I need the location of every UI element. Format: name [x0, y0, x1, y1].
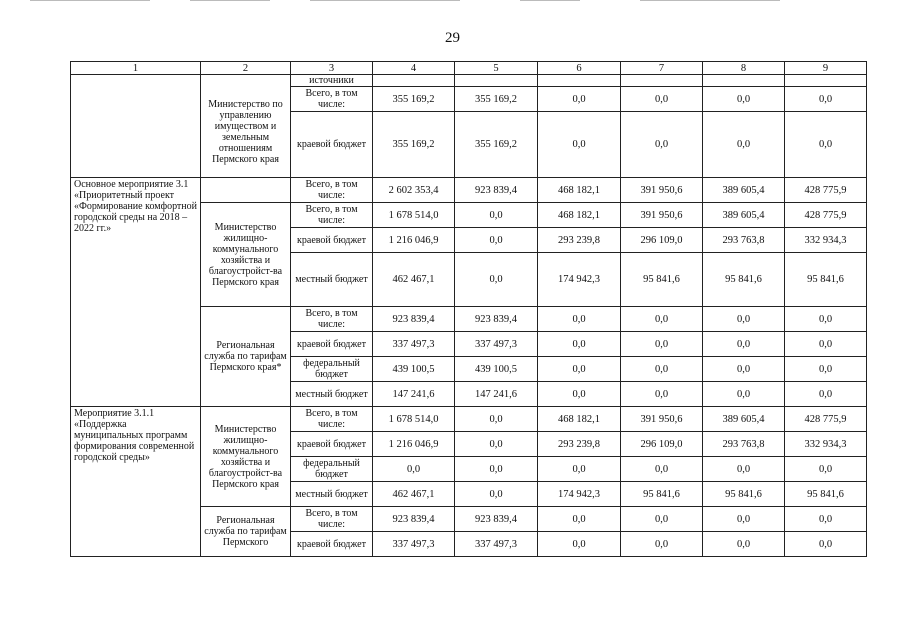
value-cell: 468 182,1 [538, 407, 621, 432]
column-number-row [71, 62, 867, 75]
value-cell: 923 839,4 [373, 507, 455, 532]
value-cell: 355 169,2 [455, 87, 538, 112]
value-cell: 0,0 [455, 457, 538, 482]
page-number: 29 [445, 30, 460, 46]
column-header: 4 [373, 62, 455, 75]
value-cell: 95 841,6 [703, 253, 785, 307]
value-cell: 389 605,4 [703, 203, 785, 228]
value-cell: 0,0 [703, 507, 785, 532]
value-cell: 174 942,3 [538, 253, 621, 307]
value-cell: 391 950,6 [621, 178, 703, 203]
value-cell: 439 100,5 [455, 357, 538, 382]
value-cell: 1 216 046,9 [373, 432, 455, 457]
value-cell: 0,0 [538, 357, 621, 382]
value-cell: 0,0 [538, 307, 621, 332]
source-cell: федеральный бюджет [291, 457, 373, 482]
value-cell: 0,0 [703, 382, 785, 407]
source-cell: краевой бюджет [291, 112, 373, 178]
value-cell: 428 775,9 [785, 407, 867, 432]
table-row [71, 178, 867, 203]
value-cell: 0,0 [538, 87, 621, 112]
value-cell: 923 839,4 [373, 307, 455, 332]
event-cell [71, 75, 201, 178]
value-cell: 0,0 [621, 507, 703, 532]
value-cell: 0,0 [785, 87, 867, 112]
value-cell: 293 239,8 [538, 432, 621, 457]
value-cell: 0,0 [538, 382, 621, 407]
value-cell: 1 678 514,0 [373, 203, 455, 228]
value-cell: 95 841,6 [621, 253, 703, 307]
table-row [71, 75, 867, 87]
value-cell: 0,0 [621, 332, 703, 357]
value-cell: 337 497,3 [373, 532, 455, 557]
value-cell: 95 841,6 [785, 253, 867, 307]
source-cell: краевой бюджет [291, 432, 373, 457]
value-cell: 95 841,6 [785, 482, 867, 507]
value-cell: 0,0 [703, 307, 785, 332]
value-cell: 0,0 [621, 382, 703, 407]
value-cell: 0,0 [785, 357, 867, 382]
value-cell: 462 467,1 [373, 253, 455, 307]
value-cell: 391 950,6 [621, 407, 703, 432]
value-cell: 0,0 [703, 357, 785, 382]
source-cell: краевой бюджет [291, 532, 373, 557]
executor-cell: Региональная служба по тарифам Пермского края* [201, 307, 291, 407]
value-cell: 0,0 [538, 532, 621, 557]
value-cell: 0,0 [455, 203, 538, 228]
column-header: 8 [703, 62, 785, 75]
executor-cell: Министерство по управлению имуществом и земельным отношениям Пермского края [201, 87, 291, 178]
value-cell: 293 239,8 [538, 228, 621, 253]
event-cell: Мероприятие 3.1.1 «Поддержка муниципальных программ формирования современной городской среды» [71, 407, 201, 557]
value-cell: 1 678 514,0 [373, 407, 455, 432]
value-cell: 428 775,9 [785, 203, 867, 228]
value-cell: 0,0 [455, 432, 538, 457]
value-cell: 0,0 [621, 357, 703, 382]
value-cell: 0,0 [785, 507, 867, 532]
source-cell: местный бюджет [291, 382, 373, 407]
value-cell: 332 934,3 [785, 432, 867, 457]
value-cell: 95 841,6 [621, 482, 703, 507]
value-cell: 0,0 [703, 112, 785, 178]
value-cell: 0,0 [785, 457, 867, 482]
value-cell: 0,0 [455, 482, 538, 507]
value-cell: 923 839,4 [455, 507, 538, 532]
value-cell: 0,0 [538, 457, 621, 482]
value-cell: 0,0 [785, 307, 867, 332]
value-cell: 0,0 [621, 87, 703, 112]
executor-cell: Региональная служба по тарифам Пермского [201, 507, 291, 557]
value-cell: 296 109,0 [621, 432, 703, 457]
value-cell: 0,0 [538, 332, 621, 357]
executor-cell: Министерство жилищно-коммунального хозяйства и благоустройст-ва Пермского края [201, 407, 291, 507]
source-cell: местный бюджет [291, 482, 373, 507]
source-cell: источники [291, 75, 373, 87]
executor-cell: Министерство жилищно-коммунального хозяйства и благоустройст-ва Пермского края [201, 203, 291, 307]
value-cell: 355 169,2 [455, 112, 538, 178]
value-cell: 2 602 353,4 [373, 178, 455, 203]
value-cell: 0,0 [621, 307, 703, 332]
value-cell: 0,0 [621, 532, 703, 557]
value-cell: 0,0 [703, 457, 785, 482]
value-cell: 923 839,4 [455, 178, 538, 203]
value-cell: 355 169,2 [373, 112, 455, 178]
source-cell: Всего, в том числе: [291, 307, 373, 332]
value-cell: 462 467,1 [373, 482, 455, 507]
value-cell: 147 241,6 [455, 382, 538, 407]
value-cell: 0,0 [455, 407, 538, 432]
value-cell: 923 839,4 [455, 307, 538, 332]
value-cell: 0,0 [785, 332, 867, 357]
source-cell: Всего, в том числе: [291, 407, 373, 432]
event-cell: Основное мероприятие 3.1 «Приоритетный проект «Формирование комфортной городской среды на 2018 – 2022 гг.» [71, 178, 201, 407]
value-cell: 0,0 [373, 457, 455, 482]
value-cell: 293 763,8 [703, 432, 785, 457]
value-cell: 95 841,6 [703, 482, 785, 507]
source-cell: Всего, в том числе: [291, 87, 373, 112]
value-cell: 337 497,3 [455, 332, 538, 357]
value-cell: 0,0 [785, 382, 867, 407]
value-cell: 337 497,3 [373, 332, 455, 357]
value-cell: 0,0 [785, 112, 867, 178]
source-cell: Всего, в том числе: [291, 507, 373, 532]
value-cell: 391 950,6 [621, 203, 703, 228]
value-cell: 0,0 [703, 87, 785, 112]
value-cell: 0,0 [538, 507, 621, 532]
value-cell: 428 775,9 [785, 178, 867, 203]
column-header: 7 [621, 62, 703, 75]
column-header: 2 [201, 62, 291, 75]
value-cell: 147 241,6 [373, 382, 455, 407]
value-cell: 389 605,4 [703, 178, 785, 203]
value-cell: 0,0 [538, 112, 621, 178]
value-cell: 0,0 [785, 532, 867, 557]
source-cell: краевой бюджет [291, 332, 373, 357]
budget-table [70, 61, 867, 557]
source-cell: федеральный бюджет [291, 357, 373, 382]
value-cell: 0,0 [703, 332, 785, 357]
column-header: 5 [455, 62, 538, 75]
value-cell: 468 182,1 [538, 203, 621, 228]
value-cell: 1 216 046,9 [373, 228, 455, 253]
column-header: 1 [71, 62, 201, 75]
value-cell: 332 934,3 [785, 228, 867, 253]
column-header: 6 [538, 62, 621, 75]
source-cell: местный бюджет [291, 253, 373, 307]
value-cell: 355 169,2 [373, 87, 455, 112]
value-cell: 389 605,4 [703, 407, 785, 432]
column-header: 3 [291, 62, 373, 75]
value-cell: 174 942,3 [538, 482, 621, 507]
value-cell: 0,0 [621, 112, 703, 178]
column-header: 9 [785, 62, 867, 75]
value-cell: 0,0 [621, 457, 703, 482]
source-cell: краевой бюджет [291, 228, 373, 253]
executor-cell [201, 178, 291, 203]
value-cell: 337 497,3 [455, 532, 538, 557]
value-cell: 439 100,5 [373, 357, 455, 382]
value-cell: 0,0 [455, 228, 538, 253]
value-cell: 0,0 [455, 253, 538, 307]
value-cell: 296 109,0 [621, 228, 703, 253]
value-cell: 293 763,8 [703, 228, 785, 253]
value-cell: 468 182,1 [538, 178, 621, 203]
scan-top-edge [0, 0, 905, 3]
source-cell: Всего, в том числе: [291, 203, 373, 228]
source-cell: Всего, в том числе: [291, 178, 373, 203]
value-cell: 0,0 [703, 532, 785, 557]
table-row [71, 407, 867, 432]
